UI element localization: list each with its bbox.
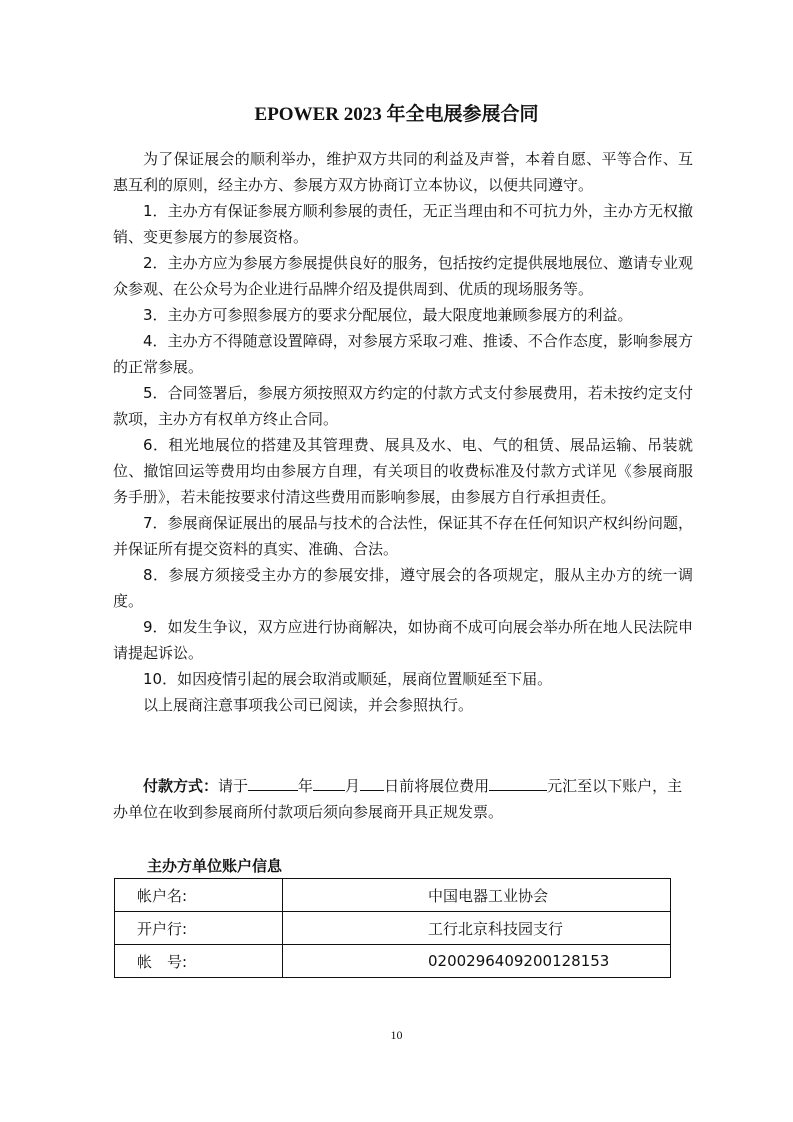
clause-4: 4．主办方不得随意设置障碍，对参展方采取刁难、推诿、不合作态度，影响参展方的正常参展。: [113, 332, 693, 376]
account-table: [114, 878, 671, 978]
account-heading: 主办方单位账户信息: [147, 857, 283, 875]
clause-1: 1．主办方有保证参展方顺利参展的责任，无正当理由和不可抗力外，主办方无权撤销、变更参展方的参展资格。: [113, 202, 693, 246]
table-row: [115, 912, 671, 945]
account-number-label: 帐 号:: [115, 945, 283, 978]
payment-section: [113, 773, 693, 825]
bank-value: 工行北京科技园支行: [283, 912, 671, 945]
account-name-label: 帐户名:: [115, 879, 283, 912]
table-row: [115, 945, 671, 978]
payment-month-text: 月: [345, 777, 361, 795]
payment-label: 付款方式：: [143, 777, 219, 795]
intro-paragraph: 为了保证展会的顺利举办，维护双方共同的利益及声誉，本着自愿、平等合作、互惠互利的原则，经主办方、参展方双方协商订立本协议，以便共同遵守。: [113, 150, 693, 194]
payment-day-text: 日前将展位费用: [384, 777, 490, 795]
clause-7: 7．参展商保证展出的展品与技术的合法性，保证其不存在任何知识产权纠纷问题，并保证所有提交资料的真实、准确、合法。: [113, 514, 693, 558]
clause-2: 2．主办方应为参展方参展提供良好的服务，包括按约定提供展地展位、邀请专业观众参观、在公众号为企业进行品牌介绍及提供周到、优质的现场服务等。: [113, 254, 693, 298]
clause-5: 5．合同签署后，参展方须按照双方约定的付款方式支付参展费用，若未按约定支付款项，主办方有权单方终止合同。: [113, 384, 693, 428]
payment-month-blank[interactable]: [313, 773, 345, 791]
clause-10: 10．如因疫情引起的展会取消或顺延，展商位置顺延至下届。: [143, 670, 553, 688]
account-number-value: 0200296409200128153: [283, 945, 671, 978]
clause-9: 9．如发生争议，双方应进行协商解决，如协商不成可向展会举办所在地人民法院申请提起诉讼。: [113, 618, 693, 662]
page-number: 10: [390, 1028, 403, 1042]
payment-year-blank[interactable]: [248, 773, 298, 791]
contract-body: [113, 146, 693, 718]
bank-label: 开户行:: [115, 912, 283, 945]
document-title: EPOWER 2023 年全电展参展合同: [254, 104, 539, 125]
payment-text-2: 元汇至以下账户，主办单位在收到参展商所付款项后须向参展商开具正规发票。: [113, 777, 683, 821]
acknowledgement-paragraph: 以上展商注意事项我公司已阅读，并会参照执行。: [143, 696, 474, 714]
table-row: [115, 879, 671, 912]
payment-day-blank[interactable]: [360, 773, 384, 791]
account-name-value: 中国电器工业协会: [283, 879, 671, 912]
payment-text-1: 请于: [218, 777, 249, 795]
payment-amount-blank[interactable]: [489, 773, 547, 791]
clause-3: 3．主办方可参照参展方的要求分配展位，最大限度地兼顾参展方的利益。: [143, 306, 633, 324]
clause-8: 8．参展方须接受主办方的参展安排，遵守展会的各项规定，服从主办方的统一调度。: [113, 566, 693, 610]
clause-6: 6．租光地展位的搭建及其管理费、展具及水、电、气的租赁、展品运输、吊装就位、撤馆回运等费用均由参展方自理，有关项目的收费标准及付款方式详见《参展商服务手册》，若未能按要求付清这些费用而影响参展，由参展方自行承担责任。: [113, 436, 693, 506]
payment-year-text: 年: [298, 777, 314, 795]
payment-paragraph: [113, 773, 693, 825]
